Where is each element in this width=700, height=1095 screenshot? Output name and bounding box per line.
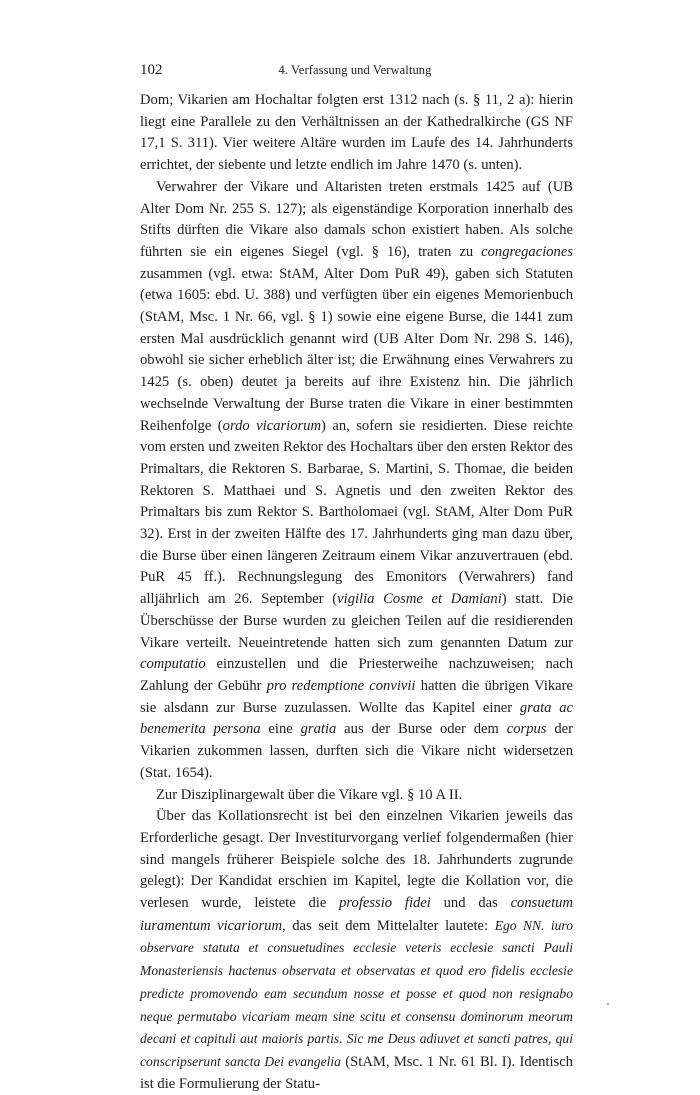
text-run: Verwahrer der Vikare und Altaristen treten erstmals 1425 auf (UB Alter Dom Nr. 255 S. 127); als eigenständige Korporation innerhalb des Stifts dürften die Vikare also damals schon existiert haben. Als solche führten sie ein eigenes Siegel (vgl. § 16), traten zu xyxy=(140,178,573,260)
text-run: Zur Disziplinargewalt über die Vikare vgl. § 10 A II. xyxy=(156,786,463,803)
text-run: Über das Kollationsrecht ist bei den einzelnen Vikarien jeweils das Erforderliche gesagt. Der Investiturvorgang verlief folgendermaßen (hier sind mangels früherer Beispiele solche des 18. Jahrhunderts zugrunde gelegt): Der Kandidat erschien im Kapitel, legte die Kollation vor, die verlesen wurde, leistete die xyxy=(140,808,573,912)
text-run: aus der Burse oder dem xyxy=(336,721,507,738)
page-speck xyxy=(607,1003,609,1005)
text-run: ) statt. Die Überschüsse der Burse wurden zu gleichen Teilen auf die residierenden Vikare verteilt. Neueintretende hatten sich zum genannten Datum zur xyxy=(140,591,574,651)
text-run: (StAM, Msc. 1 Nr. 61 Bl. I). Identisch ist die Formulierung der Statu- xyxy=(140,1053,573,1092)
running-head: 4. Verfassung und Verwaltung xyxy=(278,63,432,77)
italic-text: Ego NN. iuro observare statuta et consuetudines ecclesie veteris ecclesie sancti Pauli Monasteriensis hactenus observata et observatas et quod ero fidelis ecclesie predicte promovendo eam secundum nosse et posse et quod non resignabo neque permutabo vicariam meam sine scitu et consensu dominorum meorum decani et capituli aut maioris partis. Sic me Deus adiuvet et sancti patres, qui conscripserunt sancta Dei evangelia xyxy=(140,917,573,1069)
text-run: hatten die übrigen Vikare sie alsdann zur Burse zuzulassen. Wollte das Kapitel einer xyxy=(140,677,574,716)
text-run: einzustellen und die Priesterweihe nachzuweisen; nach Zahlung der Gebühr xyxy=(140,656,573,694)
text-run: zusammen (vgl. etwa: StAM, Alter Dom PuR 49), gaben sich Statuten (etwa 1605: ebd. U. 388) und verfügten über ein eigenes Memorienbuch (StAM, Msc. 1 Nr. 66, vgl. § 1) sowie eine eigene Burse, die 1441 zum ersten Mal ausdrücklich genannt wird (UB Alter Dom Nr. 298 S. 146), obwohl sie sicher erheblich älter ist; die Erwähnung eines Verwahrers zu 1425 (s. oben) deutet ja bereits auf ihre Existenz hin. Die jährlich wechselnde Verwaltung der Burse traten die Vikare in einer bestimmten Reihenfolge ( xyxy=(140,265,573,434)
text-run: der Vikarien zukommen lassen, durften sich die Vikare nicht widersetzen (Stat. 1654). xyxy=(140,721,573,781)
paragraph xyxy=(140,177,573,785)
italic-text: professio fidei xyxy=(339,895,431,912)
text-run: , das seit dem Mittelalter lautete: xyxy=(282,917,495,934)
paragraph xyxy=(140,806,573,1095)
text-run: ) an, sofern sie residierten. Diese reichte vom ersten und zweiten Rektor des Hochaltars über den ersten Rektor des Primaltars, die Rektoren S. Barbarae, S. Martini, S. Thomae, die beiden Rektoren S. Matthaei und S. Agnetis und den zweiten Rektor des Primaltars bis zum Rektor S. Bartholomaei (vgl. StAM, Alter Dom PuR 32). Erst in der zweiten Hälfte des 17. Jahrhunderts ging man dazu über, die Burse über einen längeren Zeitraum einem Vikar anzuvertrauen (ebd. PuR 45 ff.). Rechnungslegung des Emonitors (Verwahrers) fand alljährlich am 26. September ( xyxy=(140,417,573,608)
page-number: 102 xyxy=(140,62,163,78)
italic-text: grata ac benemerita persona xyxy=(140,699,573,738)
body-text xyxy=(140,90,573,1095)
italic-text: gratia xyxy=(300,721,337,738)
text-run: eine xyxy=(260,721,301,738)
italic-text: consuetum iuramentum vicariorum xyxy=(140,895,573,934)
italic-text: congregaciones xyxy=(481,243,573,260)
text-run: Dom; Vikarien am Hochaltar folgten erst 1312 nach (s. § 11, 2 a): hierin liegt eine Parallele zu den Verhältnissen an der Kathedralkirche (GS NF 17,1 S. 311). Vier weitere Altäre wurden im Laufe des 14. Jahrhunderts errichtet, der siebente und letzte endlich im Jahre 1470 (s. unten). xyxy=(140,92,573,174)
italic-text: pro redemptione convivii xyxy=(266,677,416,694)
italic-text: computatio xyxy=(140,656,206,673)
italic-text: vigilia Cosme et Damiani xyxy=(337,591,502,608)
italic-text: ordo vicariorum xyxy=(222,417,322,434)
text-run: und das xyxy=(430,895,511,912)
italic-text: corpus xyxy=(506,721,547,738)
paragraph xyxy=(140,90,573,177)
paragraph xyxy=(140,785,573,807)
page-header xyxy=(140,62,570,82)
